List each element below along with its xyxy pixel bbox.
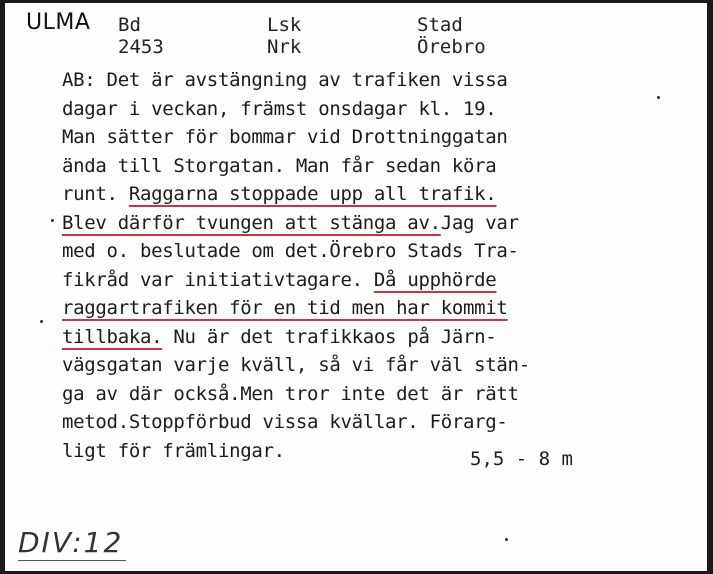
dust-speck — [657, 96, 660, 99]
text-line: vägsgatan varje kväll, så vi får väl stän- — [62, 354, 530, 376]
text-line: tillbaka. Nu är det trafikkaos på Järn- — [62, 325, 497, 348]
shelfmark-baseline — [18, 560, 126, 561]
text-line: ligt för främlingar. — [62, 439, 285, 462]
text-line: fikråd var initiativtagare. Då upphörde — [62, 268, 497, 291]
text-line: Blev därför tvungen att stänga av.Jag var — [62, 211, 519, 234]
measurement-note: 5,5 - 8 m — [470, 448, 573, 470]
red-underline: raggartrafiken för en tid men har kommit — [62, 297, 508, 319]
dust-speck — [505, 538, 508, 541]
red-underline: Blev därför tvungen att stänga av. — [62, 211, 441, 234]
handwritten-shelfmark: DIV:12 — [18, 526, 124, 559]
archive-name: ULMA — [26, 10, 91, 35]
volume-number: Bd 2453 — [118, 14, 164, 58]
text-line: ända till Storgatan. Man får sedan köra — [62, 154, 497, 177]
red-underline: tillbaka. — [62, 325, 163, 348]
province: Lsk Nrk — [267, 14, 302, 58]
text-line: ga av där också.Men tror inte det är rätt — [62, 382, 519, 405]
text-line: runt. Raggarna stoppade upp all trafik. — [62, 183, 497, 205]
scan-border-right — [707, 0, 713, 574]
scan-border-top — [0, 0, 713, 3]
typed-record-text — [62, 66, 662, 465]
text-line: med o. beslutade om det.Örebro Stads Tra- — [62, 240, 519, 262]
city: Stad Örebro — [417, 14, 486, 58]
text-line: AB: Det är avstängning av trafiken vissa — [62, 69, 508, 91]
scan-border-left — [0, 0, 5, 574]
red-underline: Raggarna stoppade upp all trafik. — [128, 183, 497, 205]
dust-speck — [40, 320, 43, 323]
text-line — [62, 294, 662, 323]
text-line: dagar i veckan, främst onsdagar kl. 19. — [62, 97, 497, 120]
dust-speck — [51, 219, 54, 222]
red-underline: Då upphörde — [373, 268, 497, 291]
text-line: Man sätter för bommar vid Drottninggatan — [62, 126, 508, 148]
text-line: metod.Stoppförbud vissa kvällar. Förarg- — [62, 411, 508, 433]
